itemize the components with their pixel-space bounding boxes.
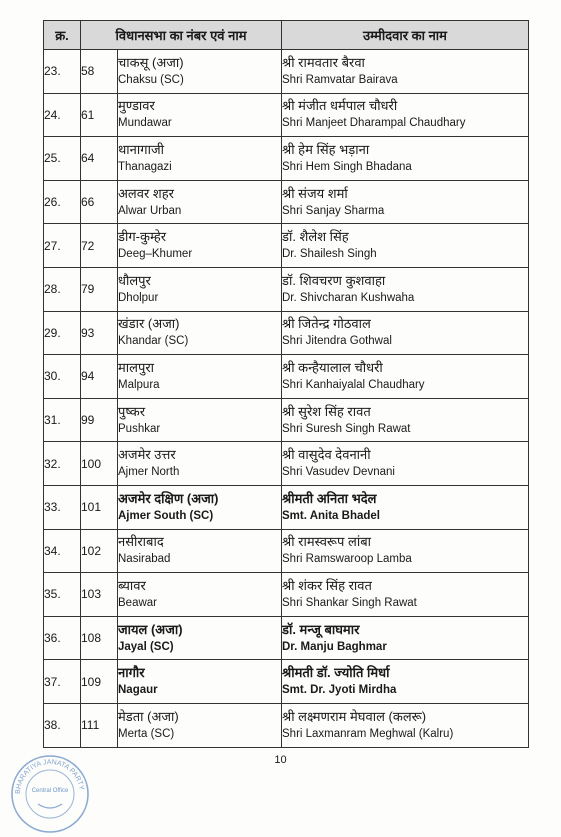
candidate-name-english: Shri Hem Singh Bhadana <box>282 160 412 173</box>
serial-number: 31. <box>44 398 81 442</box>
serial-number: 26. <box>44 180 81 224</box>
serial-number: 32. <box>44 442 81 486</box>
table-row <box>44 529 529 573</box>
candidate-name-english: Dr. Shivcharan Kushwaha <box>282 291 415 304</box>
constituency-name-hindi: नसीराबाद <box>118 534 164 550</box>
serial-number: 24. <box>44 93 81 137</box>
constituency-name-hindi: अजमेर दक्षिण (अजा) <box>118 490 219 506</box>
constituency-number: 64 <box>81 137 118 181</box>
candidate-cell <box>282 398 529 442</box>
constituency-number: 79 <box>81 267 118 311</box>
constituency-name-hindi: नागौर <box>118 665 145 681</box>
candidate-cell <box>282 137 529 181</box>
page-number: 10 <box>274 754 287 766</box>
constituency-name-english: Mundawar <box>118 117 172 130</box>
candidate-name-english: Shri Jitendra Gothwal <box>282 335 392 348</box>
candidate-cell <box>282 355 529 399</box>
constituency-number: 66 <box>81 180 118 224</box>
serial-number: 27. <box>44 224 81 268</box>
header-candidate: उम्मीदवार का नाम <box>282 21 529 50</box>
constituency-name-english: Chaksu (SC) <box>118 73 184 86</box>
constituency-number: 102 <box>81 529 118 573</box>
seal-text: BHARATIYA JANATA PARTY <box>14 758 85 795</box>
constituency-name-english: Malpura <box>118 378 160 391</box>
table-row <box>44 485 529 529</box>
constituency-name-hindi: मुण्डावर <box>118 98 155 114</box>
table-row <box>44 93 529 137</box>
constituency-name-hindi: चाकसू (अजा) <box>118 54 184 70</box>
table-row <box>44 660 529 704</box>
constituency-cell <box>118 529 282 573</box>
serial-number: 35. <box>44 573 81 617</box>
serial-number: 34. <box>44 529 81 573</box>
candidate-cell <box>282 703 529 747</box>
serial-number: 30. <box>44 355 81 399</box>
candidate-cell <box>282 311 529 355</box>
candidate-name-english: Shri Kanhaiyalal Chaudhary <box>282 378 425 391</box>
candidate-name-hindi: श्री जितेन्द्र गोठवाल <box>282 316 371 332</box>
table-row <box>44 703 529 747</box>
candidate-name-hindi: श्री हेम सिंह भड़ाना <box>282 141 370 157</box>
constituency-number: 111 <box>81 703 118 747</box>
candidate-cell <box>282 485 529 529</box>
candidate-cell <box>282 50 529 94</box>
constituency-number: 61 <box>81 93 118 137</box>
constituency-name-english: Alwar Urban <box>118 204 182 217</box>
constituency-number: 72 <box>81 224 118 268</box>
constituency-name-hindi: अलवर शहर <box>118 185 174 201</box>
candidate-name-hindi: श्रीमती डॉ. ज्योति मिर्धा <box>282 665 390 681</box>
constituency-cell <box>118 267 282 311</box>
constituency-name-hindi: जायल (अजा) <box>118 621 183 637</box>
constituency-cell <box>118 398 282 442</box>
candidate-cell <box>282 442 529 486</box>
candidate-name-english: Smt. Anita Bhadel <box>282 509 380 522</box>
constituency-cell <box>118 224 282 268</box>
constituency-name-english: Ajmer North <box>118 466 180 479</box>
serial-number: 36. <box>44 616 81 660</box>
constituency-cell <box>118 311 282 355</box>
serial-number: 38. <box>44 703 81 747</box>
candidate-name-english: Shri Ramswaroop Lamba <box>282 553 412 566</box>
candidate-name-english: Dr. Manju Baghmar <box>282 640 387 653</box>
constituency-number: 58 <box>81 50 118 94</box>
constituency-cell <box>118 485 282 529</box>
candidate-name-english: Shri Vasudev Devnani <box>282 466 395 479</box>
table-row <box>44 573 529 617</box>
constituency-number: 93 <box>81 311 118 355</box>
constituency-name-hindi: धौलपुर <box>118 272 151 288</box>
candidate-name-hindi: श्री लक्ष्मणराम मेघवाल (कलरू) <box>282 708 427 724</box>
constituency-cell <box>118 180 282 224</box>
candidate-cell <box>282 93 529 137</box>
candidate-name-hindi: डॉ. मन्जू बाघमार <box>282 621 360 637</box>
constituency-number: 101 <box>81 485 118 529</box>
candidate-table <box>43 20 529 748</box>
candidate-name-english: Dr. Shailesh Singh <box>282 248 377 261</box>
constituency-name-hindi: डीग-कुम्हेर <box>118 229 167 245</box>
candidate-name-english: Shri Ramvatar Bairava <box>282 73 398 86</box>
candidate-cell <box>282 267 529 311</box>
candidate-cell <box>282 573 529 617</box>
candidate-name-hindi: डॉ. शैलेश सिंह <box>282 229 349 245</box>
candidate-name-english: Shri Manjeet Dharampal Chaudhary <box>282 117 466 130</box>
serial-number: 23. <box>44 50 81 94</box>
constituency-number: 109 <box>81 660 118 704</box>
constituency-name-english: Dholpur <box>118 291 159 304</box>
constituency-name-english: Beawar <box>118 596 157 609</box>
constituency-number: 103 <box>81 573 118 617</box>
constituency-name-english: Jayal (SC) <box>118 640 174 653</box>
constituency-name-hindi: अजमेर उत्तर <box>118 447 176 463</box>
constituency-name-english: Deeg–Khumer <box>118 248 193 261</box>
constituency-number: 94 <box>81 355 118 399</box>
constituency-number: 100 <box>81 442 118 486</box>
constituency-name-english: Pushkar <box>118 422 161 435</box>
candidate-name-english: Smt. Dr. Jyoti Mirdha <box>282 684 397 697</box>
constituency-cell <box>118 93 282 137</box>
candidate-name-hindi: श्री वासुदेव देवनानी <box>282 447 371 463</box>
table-row <box>44 137 529 181</box>
candidate-name-english: Shri Laxmanram Meghwal (Kalru) <box>282 727 454 740</box>
candidate-name-hindi: श्री रामवतार बैरवा <box>282 54 365 70</box>
serial-number: 28. <box>44 267 81 311</box>
constituency-name-english: Merta (SC) <box>118 727 175 740</box>
serial-number: 25. <box>44 137 81 181</box>
constituency-cell <box>118 573 282 617</box>
constituency-name-hindi: थानागाजी <box>118 141 164 157</box>
constituency-cell <box>118 703 282 747</box>
serial-number: 33. <box>44 485 81 529</box>
constituency-cell <box>118 137 282 181</box>
table-row <box>44 50 529 94</box>
candidate-name-hindi: श्री रामस्वरूप लांबा <box>282 534 371 550</box>
constituency-name-english: Khandar (SC) <box>118 335 189 348</box>
constituency-cell <box>118 50 282 94</box>
candidate-name-hindi: श्री शंकर सिंह रावत <box>282 577 372 593</box>
table-row <box>44 355 529 399</box>
constituency-cell <box>118 660 282 704</box>
candidate-name-hindi: श्री कन्हैयालाल चौधरी <box>282 359 383 375</box>
candidate-name-hindi: श्रीमती अनिता भदेल <box>282 490 377 506</box>
candidate-cell <box>282 616 529 660</box>
constituency-name-hindi: ब्यावर <box>118 577 146 593</box>
candidate-name-english: Shri Shankar Singh Rawat <box>282 596 417 609</box>
table-row <box>44 442 529 486</box>
candidate-cell <box>282 224 529 268</box>
table-row <box>44 398 529 442</box>
serial-number: 37. <box>44 660 81 704</box>
constituency-name-hindi: खंडार (अजा) <box>118 316 180 332</box>
table-row <box>44 616 529 660</box>
seal-inner-text: Central Office <box>31 788 69 794</box>
candidate-name-english: Shri Suresh Singh Rawat <box>282 422 411 435</box>
constituency-cell <box>118 442 282 486</box>
header-constituency: विधानसभा का नंबर एवं नाम <box>81 21 282 50</box>
constituency-name-english: Nagaur <box>118 684 158 697</box>
party-seal-stamp <box>8 752 92 836</box>
constituency-name-english: Ajmer South (SC) <box>118 509 214 522</box>
table-body <box>44 50 529 748</box>
constituency-name-hindi: मेडता (अजा) <box>118 708 179 724</box>
candidate-cell <box>282 180 529 224</box>
candidate-cell <box>282 660 529 704</box>
constituency-name-hindi: मालपुरा <box>118 359 155 375</box>
table-header <box>44 21 529 50</box>
table-row <box>44 311 529 355</box>
constituency-name-english: Nasirabad <box>118 553 171 566</box>
constituency-cell <box>118 616 282 660</box>
table-row <box>44 180 529 224</box>
constituency-name-english: Thanagazi <box>118 160 172 173</box>
candidate-name-hindi: डॉ. शिवचरण कुशवाहा <box>282 272 386 288</box>
candidate-name-hindi: श्री मंजीत धर्मपाल चौधरी <box>282 98 398 114</box>
candidate-name-hindi: श्री सुरेश सिंह रावत <box>282 403 371 419</box>
candidate-cell <box>282 529 529 573</box>
header-serial: क्र. <box>44 21 81 50</box>
constituency-number: 99 <box>81 398 118 442</box>
table-row <box>44 224 529 268</box>
constituency-cell <box>118 355 282 399</box>
constituency-number: 108 <box>81 616 118 660</box>
candidate-name-hindi: श्री संजय शर्मा <box>282 185 348 201</box>
constituency-name-hindi: पुष्कर <box>118 403 146 419</box>
serial-number: 29. <box>44 311 81 355</box>
table-row <box>44 267 529 311</box>
candidate-name-english: Shri Sanjay Sharma <box>282 204 385 217</box>
